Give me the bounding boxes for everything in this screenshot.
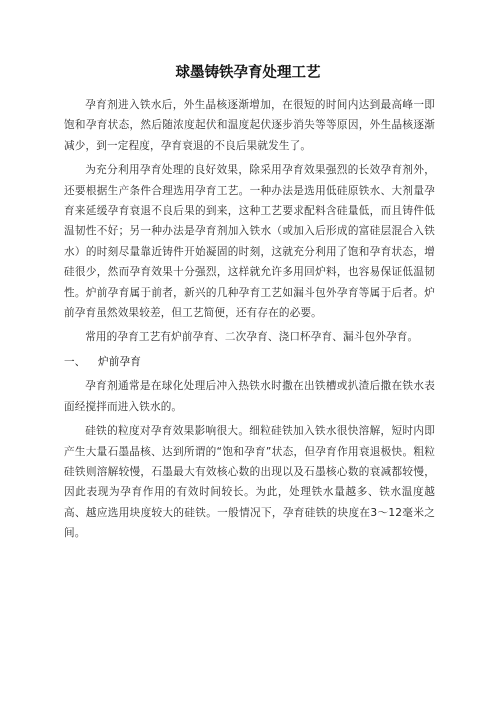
paragraph-common-processes: 常用的孕育工艺有炉前孕育、二次孕育、浇口杯孕育、漏斗包外孕育。 — [85, 331, 419, 344]
paragraph-saturation: 孕育剂进入铁水后，外生晶核逐渐增加，在很短的时间内达到最高峰一即饱和孕育状态，然后随浓度起伏和温度起伏逐步消失等等原因，外生晶核逐渐减少，到一定程度，孕育衰退的不良后果就发生了。 — [64, 99, 435, 152]
document-title: 球墨铸铁孕育处理工艺 — [175, 65, 321, 81]
document-body — [64, 95, 435, 548]
section-title: 炉前孕育 — [98, 355, 141, 368]
section-heading — [64, 352, 435, 372]
section-number: 一、 — [64, 355, 86, 368]
paragraph-ferrosilicon-size: 硅铁的粒度对孕育效果影响很大。细粒硅铁加入铁水很快溶解，短时内即产生大量石墨晶核、达到所谓的“饱和孕育”状态，但孕育作用衰退极快。粗粒硅铁则溶解较慢，石墨最大有效核心数的出现以及石墨核心数的衰减都较慢，因此表现为孕育作用的有效时间较长。为此，处理铁水量越多、铁水温度越高、越应选用块度较大的硅铁。一般情况下，孕育硅铁的块度在3～12毫米之间。 — [64, 425, 435, 540]
paragraph-inoculant-addition: 孕育剂通常是在球化处理后冲入热铁水时撒在出铁槽或扒渣后撒在铁水表面经搅拌而进入铁水的。 — [64, 380, 435, 413]
paragraph-process-choice: 为充分利用孕育处理的良好效果，除采用孕育效果强烈的长效孕育剂外，还要根据生产条件合理选用孕育工艺。一种办法是选用低硅原铁水、大剂量孕育来延缓孕育衰退不良后果的到来，这种工艺要求配料含硅量低，而且铸件低温韧性不好；另一种办法是孕育剂加入铁水（或加入后形成的富硅层混合入铁水）的时刻尽量靠近铸件开始凝固的时刻，这就充分利用了饱和孕育状态，增硅很少，然而孕育效果十分强烈，这样就允许多用回炉料，也容易保证低温韧性。炉前孕育属于前者，新兴的几种孕育工艺如漏斗包外孕育等属于后者。炉前孕育虽然效果较差，但工艺简便，还有存在的必要。 — [64, 164, 435, 320]
